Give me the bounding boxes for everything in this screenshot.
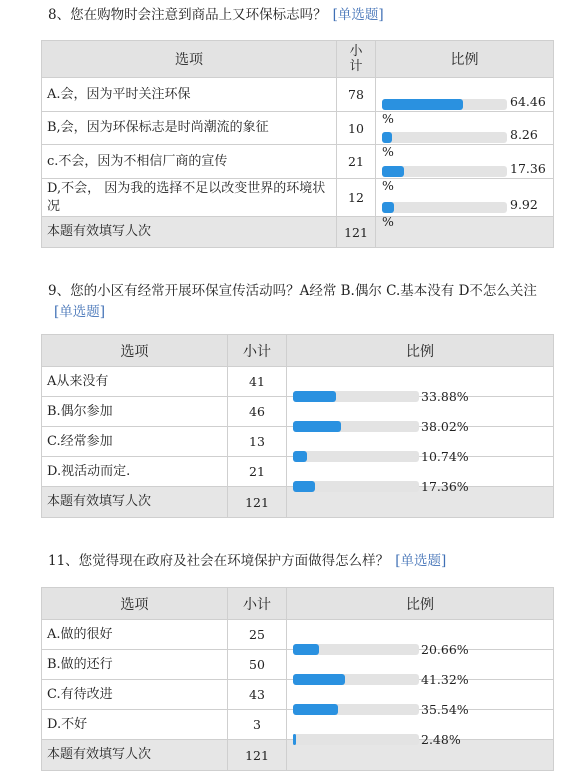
column-header-count: 小计 bbox=[228, 588, 287, 620]
percentage-label: 64.46 bbox=[510, 93, 546, 109]
question-type-tag: [单选题] bbox=[332, 7, 384, 23]
percentage-label: 33.88% bbox=[421, 388, 469, 404]
column-header-option: 选项 bbox=[42, 588, 228, 620]
total-count: 121 bbox=[337, 217, 376, 248]
percent-sign: % bbox=[382, 213, 394, 229]
percentage-label: 17.36 bbox=[510, 160, 546, 176]
progress-bar-fill bbox=[382, 99, 463, 110]
option-label: A从来没有 bbox=[42, 367, 228, 397]
progress-bar-fill bbox=[293, 451, 307, 462]
question-type-tag: [单选题] bbox=[395, 553, 447, 569]
total-label: 本题有效填写人次 bbox=[42, 217, 337, 248]
progress-bar-track bbox=[293, 674, 419, 685]
option-label: C.经常参加 bbox=[42, 427, 228, 457]
progress-bar-track bbox=[382, 99, 507, 110]
progress-bar-fill bbox=[293, 674, 345, 685]
option-count: 10 bbox=[337, 112, 376, 145]
table-row bbox=[42, 145, 554, 179]
option-count: 25 bbox=[228, 620, 287, 650]
option-label: A.做的很好 bbox=[42, 620, 228, 650]
column-header-ratio: 比例 bbox=[376, 41, 554, 78]
percentage-label: 2.48% bbox=[421, 731, 461, 747]
percentage-label: 9.92 bbox=[510, 196, 538, 212]
percent-sign: % bbox=[382, 177, 394, 193]
percentage-label: 10.74% bbox=[421, 448, 469, 464]
percentage-label: 17.36% bbox=[421, 478, 469, 494]
table-row bbox=[42, 620, 554, 650]
option-count: 43 bbox=[228, 680, 287, 710]
progress-bar-track bbox=[293, 451, 419, 462]
ratio-cell bbox=[287, 620, 554, 657]
ratio-cell bbox=[376, 112, 554, 159]
percentage-label: 38.02% bbox=[421, 418, 469, 434]
total-row bbox=[42, 217, 554, 248]
percentage-label: 8.26 bbox=[510, 127, 538, 142]
option-count: 41 bbox=[228, 367, 287, 397]
percentage-label: 41.32% bbox=[421, 671, 469, 687]
option-count: 50 bbox=[228, 650, 287, 680]
progress-bar-fill bbox=[293, 704, 338, 715]
progress-bar-track bbox=[293, 421, 419, 432]
progress-bar-track bbox=[382, 132, 507, 143]
question-title bbox=[48, 551, 446, 572]
ratio-cell bbox=[376, 145, 554, 193]
option-label: D,不会， 因为我的选择不足以改变世界的环境状况 bbox=[42, 179, 337, 217]
option-count: 12 bbox=[337, 179, 376, 217]
column-header-ratio: 比例 bbox=[287, 588, 554, 620]
option-label: B,会，因为环保标志是时尚潮流的象征 bbox=[42, 112, 337, 145]
progress-bar-track bbox=[293, 391, 419, 402]
result-table bbox=[41, 587, 554, 771]
option-count: 13 bbox=[228, 427, 287, 457]
question-title bbox=[48, 5, 384, 26]
progress-bar-fill bbox=[293, 644, 319, 655]
option-label: D.不好 bbox=[42, 710, 228, 740]
progress-bar-track bbox=[382, 166, 507, 177]
table-row bbox=[42, 179, 554, 217]
progress-bar-fill bbox=[293, 481, 315, 492]
option-label: c.不会，因为不相信厂商的宣传 bbox=[42, 145, 337, 179]
question-text: 11、您觉得现在政府及社会在环境保护方面做得怎么样？ bbox=[48, 553, 390, 569]
column-header-option: 选项 bbox=[42, 335, 228, 367]
option-count: 3 bbox=[228, 710, 287, 740]
progress-bar-track bbox=[293, 734, 419, 745]
total-label: 本题有效填写人次 bbox=[42, 740, 228, 771]
ratio-cell bbox=[376, 78, 554, 126]
progress-bar-track bbox=[382, 202, 507, 213]
percentage-label: 20.66% bbox=[421, 641, 469, 657]
progress-bar-track bbox=[293, 704, 419, 715]
progress-bar-fill bbox=[293, 391, 336, 402]
total-label: 本题有效填写人次 bbox=[42, 487, 228, 518]
option-count: 21 bbox=[228, 457, 287, 487]
progress-bar-fill bbox=[382, 132, 392, 143]
total-empty-cell bbox=[376, 217, 554, 248]
progress-bar-fill bbox=[293, 734, 296, 745]
total-count: 121 bbox=[228, 487, 287, 518]
column-header-option: 选项 bbox=[42, 41, 337, 78]
option-label: C.有待改进 bbox=[42, 680, 228, 710]
question-title bbox=[48, 281, 543, 323]
question-type-tag: [单选题] bbox=[54, 304, 106, 320]
progress-bar-track bbox=[293, 481, 419, 492]
option-label: A.会，因为平时关注环保 bbox=[42, 78, 337, 112]
table-row bbox=[42, 367, 554, 397]
table-row bbox=[42, 78, 554, 112]
result-table bbox=[41, 40, 554, 248]
ratio-cell bbox=[376, 179, 554, 229]
percent-sign: % bbox=[382, 144, 394, 159]
ratio-cell bbox=[287, 367, 554, 404]
question-text: 9、您的小区有经常开展环保宣传活动吗？A经常 B.偶尔 C.基本没有 D不怎么关注 bbox=[48, 283, 537, 299]
column-header-ratio: 比例 bbox=[287, 335, 554, 367]
percent-sign: % bbox=[382, 110, 394, 126]
option-count: 78 bbox=[337, 78, 376, 112]
column-header-count: 小计 bbox=[228, 335, 287, 367]
progress-bar-fill bbox=[382, 202, 394, 213]
option-count: 21 bbox=[337, 145, 376, 179]
total-count: 121 bbox=[228, 740, 287, 771]
question-text: 8、您在购物时会注意到商品上又环保标志吗？ bbox=[48, 7, 327, 23]
option-label: D.视活动而定. bbox=[42, 457, 228, 487]
option-count: 46 bbox=[228, 397, 287, 427]
column-header-count: 小 计 bbox=[337, 41, 376, 78]
table-row bbox=[42, 112, 554, 145]
percentage-label: 35.54% bbox=[421, 701, 469, 717]
option-label: B.偶尔参加 bbox=[42, 397, 228, 427]
option-label: B.做的还行 bbox=[42, 650, 228, 680]
progress-bar-fill bbox=[382, 166, 404, 177]
progress-bar-track bbox=[293, 644, 419, 655]
progress-bar-fill bbox=[293, 421, 341, 432]
result-table bbox=[41, 334, 554, 518]
